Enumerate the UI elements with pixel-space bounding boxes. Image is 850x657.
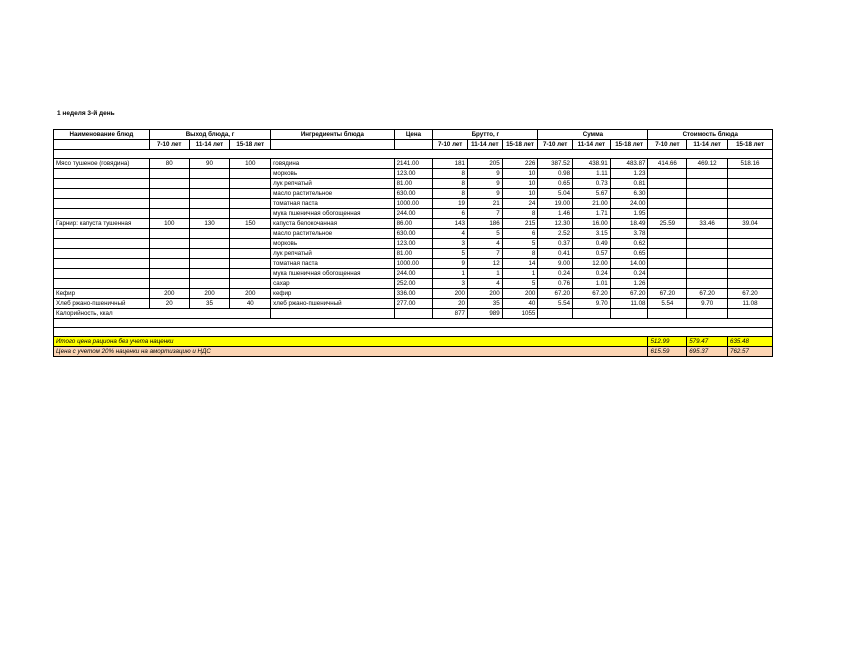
dish-name: Кефир [54, 289, 150, 299]
empty-cell [728, 279, 773, 289]
empty-cell [54, 319, 773, 328]
sum-value: 0.76 [538, 279, 573, 289]
brutto-value: 8 [502, 249, 538, 259]
empty-cell [728, 199, 773, 209]
table-row [54, 219, 773, 229]
sum-value: 67.20 [610, 289, 648, 299]
brutto-value: 5 [433, 249, 468, 259]
sum-value: 1.71 [573, 209, 611, 219]
empty-cell [573, 309, 611, 319]
sum-value: 12.30 [538, 219, 573, 229]
brutto-value: 1 [467, 269, 502, 279]
empty-cell [648, 279, 687, 289]
header-price: Цена [394, 130, 433, 140]
empty-cell [189, 229, 230, 239]
brutto-value: 186 [467, 219, 502, 229]
dish-output: 20 [149, 299, 189, 309]
empty-cell [54, 199, 150, 209]
sum-value: 12.00 [573, 259, 611, 269]
ingredient-name: лук репчатый [271, 249, 394, 259]
header-age: 7-10 лет [433, 140, 468, 150]
empty-cell [149, 229, 189, 239]
table-row [54, 239, 773, 249]
sum-value: 1.26 [610, 279, 648, 289]
header-empty [54, 140, 150, 150]
dish-output: 130 [189, 219, 230, 229]
table-row [54, 229, 773, 239]
sum-value: 0.24 [610, 269, 648, 279]
table-row [54, 259, 773, 269]
total-value: 579.47 [687, 337, 728, 347]
ingredient-name: масло растительное [271, 229, 394, 239]
sum-value: 483.87 [610, 159, 648, 169]
total-row [54, 337, 773, 347]
empty-cell [149, 279, 189, 289]
sum-value: 0.98 [538, 169, 573, 179]
spacer-row [54, 328, 773, 337]
ingredient-name: кефир [271, 289, 394, 299]
brutto-value: 1 [502, 269, 538, 279]
empty-cell [54, 229, 150, 239]
brutto-value: 4 [433, 229, 468, 239]
empty-cell [687, 269, 728, 279]
ingredient-price: 1000.00 [394, 259, 433, 269]
table-body [54, 159, 773, 357]
dish-cost: 518.16 [728, 159, 773, 169]
empty-cell [687, 249, 728, 259]
empty-cell [687, 209, 728, 219]
header-brutto: Брутто, г [433, 130, 538, 140]
empty-cell [149, 239, 189, 249]
ingredient-name: масло растительное [271, 189, 394, 199]
spacer-row [54, 150, 773, 159]
ingredient-name: томатная паста [271, 199, 394, 209]
brutto-value: 4 [467, 239, 502, 249]
brutto-value: 200 [502, 289, 538, 299]
empty-cell [648, 249, 687, 259]
dish-output: 150 [230, 219, 271, 229]
brutto-value: 200 [433, 289, 468, 299]
empty-cell [230, 269, 271, 279]
header-age: 11-14 лет [467, 140, 502, 150]
brutto-value: 1 [433, 269, 468, 279]
dish-output: 90 [189, 159, 230, 169]
sum-value: 1.23 [610, 169, 648, 179]
sum-value: 0.65 [610, 249, 648, 259]
total-row [54, 347, 773, 357]
empty-cell [687, 309, 728, 319]
brutto-value: 21 [467, 199, 502, 209]
dish-output: 100 [149, 219, 189, 229]
dish-output: 200 [149, 289, 189, 299]
dish-cost: 39.04 [728, 219, 773, 229]
ingredient-price: 252.00 [394, 279, 433, 289]
empty-cell [728, 179, 773, 189]
total-label: Цена с учетом 20% наценки на амортизацию и НДС [54, 347, 648, 357]
ingredient-price: 244.00 [394, 269, 433, 279]
sum-value: 3.78 [610, 229, 648, 239]
sum-value: 5.54 [538, 299, 573, 309]
header-age: 15-18 лет [610, 140, 648, 150]
ingredient-name: мука пшеничная обогощенная [271, 269, 394, 279]
empty-cell [687, 199, 728, 209]
sum-value: 3.15 [573, 229, 611, 239]
empty-cell [189, 189, 230, 199]
brutto-value: 3 [433, 239, 468, 249]
sum-value: 0.73 [573, 179, 611, 189]
empty-cell [189, 209, 230, 219]
sum-value: 16.00 [573, 219, 611, 229]
empty-cell [230, 209, 271, 219]
brutto-value: 8 [502, 209, 538, 219]
brutto-value: 9 [467, 179, 502, 189]
empty-cell [54, 249, 150, 259]
empty-cell [728, 309, 773, 319]
sum-value: 0.65 [538, 179, 573, 189]
empty-cell [648, 169, 687, 179]
ingredient-name: лук репчатый [271, 179, 394, 189]
empty-cell [230, 259, 271, 269]
sum-value: 0.49 [573, 239, 611, 249]
ingredient-name: мука пшеничная обогощенная [271, 209, 394, 219]
empty-cell [728, 209, 773, 219]
ingredient-name: говядина [271, 159, 394, 169]
sum-value: 1.01 [573, 279, 611, 289]
dish-cost: 67.20 [687, 289, 728, 299]
empty-cell [230, 279, 271, 289]
ingredient-name: капуста белокочанная [271, 219, 394, 229]
dish-cost: 469.12 [687, 159, 728, 169]
empty-cell [149, 189, 189, 199]
empty-cell [728, 189, 773, 199]
empty-cell [230, 229, 271, 239]
sum-value: 9.70 [573, 299, 611, 309]
table-row [54, 159, 773, 169]
empty-cell [189, 259, 230, 269]
header-age: 15-18 лет [230, 140, 271, 150]
sum-value: 6.30 [610, 189, 648, 199]
empty-cell [54, 279, 150, 289]
empty-cell [149, 169, 189, 179]
ingredient-price: 630.00 [394, 189, 433, 199]
ingredient-price: 123.00 [394, 169, 433, 179]
ingredient-name: морковь [271, 239, 394, 249]
sum-value: 2.52 [538, 229, 573, 239]
empty-cell [149, 259, 189, 269]
ingredient-name: морковь [271, 169, 394, 179]
brutto-value: 9 [433, 259, 468, 269]
dish-cost: 11.08 [728, 299, 773, 309]
sum-value: 9.00 [538, 259, 573, 269]
empty-cell [648, 189, 687, 199]
dish-name: Гарнир: капуста тушенная [54, 219, 150, 229]
empty-cell [54, 328, 773, 337]
empty-cell [648, 259, 687, 269]
header-ingredients: Ингредиенты блюда [271, 130, 394, 140]
empty-cell [728, 239, 773, 249]
empty-cell [189, 169, 230, 179]
empty-cell [648, 209, 687, 219]
empty-cell [610, 309, 648, 319]
ingredient-price: 81.00 [394, 249, 433, 259]
brutto-value: 19 [433, 199, 468, 209]
empty-cell [648, 239, 687, 249]
empty-cell [394, 309, 433, 319]
ingredient-name: хлеб ржано-пшеничный [271, 299, 394, 309]
brutto-value: 9 [467, 169, 502, 179]
empty-cell [189, 179, 230, 189]
empty-cell [189, 199, 230, 209]
brutto-value: 7 [467, 209, 502, 219]
empty-cell [54, 189, 150, 199]
empty-cell [687, 179, 728, 189]
brutto-value: 3 [433, 279, 468, 289]
sum-value: 387.52 [538, 159, 573, 169]
calories-row [54, 309, 773, 319]
empty-cell [728, 229, 773, 239]
brutto-value: 5 [502, 239, 538, 249]
empty-cell [149, 209, 189, 219]
ingredient-name: сахар [271, 279, 394, 289]
table-row [54, 299, 773, 309]
table-row [54, 169, 773, 179]
header-age: 15-18 лет [502, 140, 538, 150]
sum-value: 0.24 [538, 269, 573, 279]
sum-value: 0.62 [610, 239, 648, 249]
dish-name: Хлеб ржано-пшеничный [54, 299, 150, 309]
brutto-value: 200 [467, 289, 502, 299]
brutto-value: 9 [467, 189, 502, 199]
sum-value: 0.81 [610, 179, 648, 189]
dish-cost: 5.54 [648, 299, 687, 309]
brutto-value: 24 [502, 199, 538, 209]
empty-cell [189, 269, 230, 279]
brutto-value: 8 [433, 169, 468, 179]
empty-cell [728, 269, 773, 279]
ingredient-price: 1000.00 [394, 199, 433, 209]
empty-cell [648, 229, 687, 239]
empty-cell [687, 189, 728, 199]
sum-value: 0.41 [538, 249, 573, 259]
empty-cell [149, 199, 189, 209]
dish-cost: 67.20 [728, 289, 773, 299]
ingredient-price: 336.00 [394, 289, 433, 299]
empty-cell [687, 239, 728, 249]
brutto-value: 14 [502, 259, 538, 269]
empty-cell [54, 169, 150, 179]
dish-cost: 25.59 [648, 219, 687, 229]
ingredient-price: 81.00 [394, 179, 433, 189]
total-value: 615.59 [648, 347, 687, 357]
dish-output: 80 [149, 159, 189, 169]
header-age: 7-10 лет [648, 140, 687, 150]
sum-value: 0.57 [573, 249, 611, 259]
table-row [54, 199, 773, 209]
empty-cell [230, 169, 271, 179]
empty-cell [230, 239, 271, 249]
sum-value: 18.49 [610, 219, 648, 229]
calories-value: 989 [467, 309, 502, 319]
empty-cell [54, 209, 150, 219]
menu-table [53, 129, 773, 357]
header-sum: Сумма [538, 130, 648, 140]
empty-cell [54, 259, 150, 269]
total-value: 762.57 [728, 347, 773, 357]
sum-value: 14.00 [610, 259, 648, 269]
calories-value: 877 [433, 309, 468, 319]
header-age: 7-10 лет [149, 140, 189, 150]
brutto-value: 205 [467, 159, 502, 169]
ingredient-name: томатная паста [271, 259, 394, 269]
sheet-title: 1 неделя 3-й день [57, 110, 115, 117]
table-row [54, 279, 773, 289]
brutto-value: 35 [467, 299, 502, 309]
sum-value: 0.37 [538, 239, 573, 249]
empty-cell [728, 259, 773, 269]
sum-value: 67.20 [573, 289, 611, 299]
empty-cell [189, 249, 230, 259]
empty-cell [54, 179, 150, 189]
brutto-value: 10 [502, 189, 538, 199]
empty-cell [189, 239, 230, 249]
total-value: 635.48 [728, 337, 773, 347]
sum-value: 438.91 [573, 159, 611, 169]
empty-cell [728, 169, 773, 179]
empty-cell [54, 269, 150, 279]
header-age: 15-18 лет [728, 140, 773, 150]
dish-output: 40 [230, 299, 271, 309]
empty-cell [149, 269, 189, 279]
empty-cell [728, 249, 773, 259]
brutto-value: 6 [433, 209, 468, 219]
empty-cell [230, 179, 271, 189]
header-age: 11-14 лет [573, 140, 611, 150]
sum-value: 24.00 [610, 199, 648, 209]
empty-cell [687, 229, 728, 239]
empty-cell [230, 199, 271, 209]
spacer-row [54, 319, 773, 328]
sum-value: 67.20 [538, 289, 573, 299]
brutto-value: 4 [467, 279, 502, 289]
empty-cell [648, 199, 687, 209]
header-cost: Стоимость блюда [648, 130, 773, 140]
table-row [54, 179, 773, 189]
calories-label: Калорийность, ккал [54, 309, 271, 319]
brutto-value: 181 [433, 159, 468, 169]
brutto-value: 5 [502, 279, 538, 289]
dish-name: Мясо тушеное (говядина) [54, 159, 150, 169]
sum-value: 5.67 [573, 189, 611, 199]
sum-value: 19.00 [538, 199, 573, 209]
empty-cell [149, 249, 189, 259]
table-row [54, 209, 773, 219]
table-header [54, 130, 773, 159]
brutto-value: 12 [467, 259, 502, 269]
brutto-value: 8 [433, 179, 468, 189]
calories-value: 1055 [502, 309, 538, 319]
table-row [54, 189, 773, 199]
sum-value: 1.46 [538, 209, 573, 219]
header-output: Выход блюда, г [149, 130, 270, 140]
dish-output: 200 [189, 289, 230, 299]
empty-cell [648, 179, 687, 189]
ingredient-price: 277.00 [394, 299, 433, 309]
header-empty [271, 140, 394, 150]
brutto-value: 10 [502, 179, 538, 189]
header-empty [394, 140, 433, 150]
sum-value: 11.08 [610, 299, 648, 309]
empty-cell [230, 189, 271, 199]
sum-value: 1.95 [610, 209, 648, 219]
brutto-value: 8 [433, 189, 468, 199]
dish-cost: 414.66 [648, 159, 687, 169]
header-dish-name: Наименование блюд [54, 130, 150, 140]
brutto-value: 5 [467, 229, 502, 239]
total-value: 695.37 [687, 347, 728, 357]
header-age: 11-14 лет [189, 140, 230, 150]
empty-cell [189, 279, 230, 289]
brutto-value: 20 [433, 299, 468, 309]
empty-cell [271, 309, 394, 319]
dish-output: 100 [230, 159, 271, 169]
empty-cell [687, 279, 728, 289]
ingredient-price: 86.00 [394, 219, 433, 229]
empty-cell [648, 269, 687, 279]
table-row [54, 249, 773, 259]
dish-cost: 33.46 [687, 219, 728, 229]
sum-value: 0.24 [573, 269, 611, 279]
empty-cell [687, 259, 728, 269]
dish-output: 35 [189, 299, 230, 309]
ingredient-price: 123.00 [394, 239, 433, 249]
sum-value: 1.11 [573, 169, 611, 179]
brutto-value: 226 [502, 159, 538, 169]
dish-cost: 67.20 [648, 289, 687, 299]
ingredient-price: 630.00 [394, 229, 433, 239]
empty-cell [687, 169, 728, 179]
brutto-value: 7 [467, 249, 502, 259]
brutto-value: 10 [502, 169, 538, 179]
empty-cell [149, 179, 189, 189]
brutto-value: 6 [502, 229, 538, 239]
total-value: 512.99 [648, 337, 687, 347]
ingredient-price: 2141.00 [394, 159, 433, 169]
empty-cell [648, 309, 687, 319]
total-label: Итого цена рациона без учета наценки [54, 337, 648, 347]
empty-cell [230, 249, 271, 259]
sum-value: 21.00 [573, 199, 611, 209]
dish-cost: 9.70 [687, 299, 728, 309]
empty-cell [54, 239, 150, 249]
header-age: 11-14 лет [687, 140, 728, 150]
brutto-value: 143 [433, 219, 468, 229]
brutto-value: 40 [502, 299, 538, 309]
ingredient-price: 244.00 [394, 209, 433, 219]
dish-output: 200 [230, 289, 271, 299]
brutto-value: 215 [502, 219, 538, 229]
table-row [54, 269, 773, 279]
table-row [54, 289, 773, 299]
sum-value: 5.04 [538, 189, 573, 199]
empty-cell [538, 309, 573, 319]
header-age: 7-10 лет [538, 140, 573, 150]
